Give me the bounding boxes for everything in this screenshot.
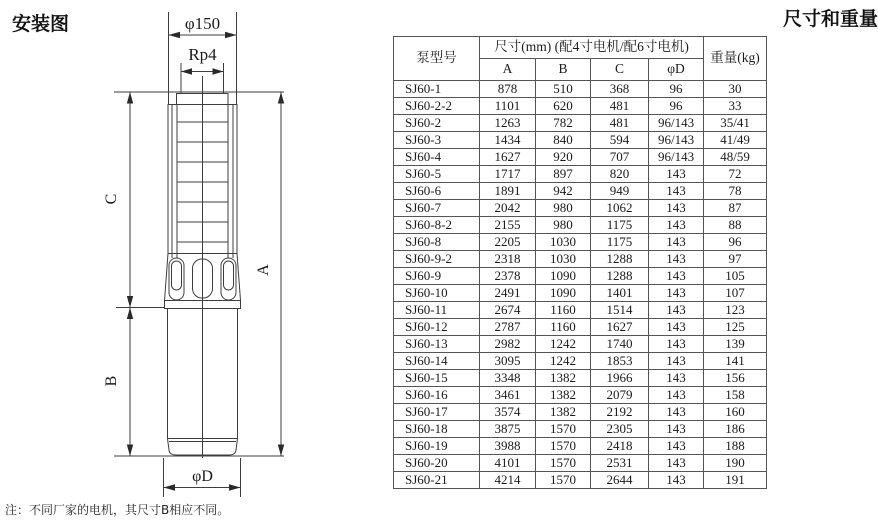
dim-label-a: A — [255, 264, 272, 276]
cell-w: 33 — [704, 98, 767, 115]
col-header-d: φD — [649, 59, 704, 81]
dim-label-phid: φD — [192, 468, 213, 485]
cell-d: 143 — [649, 251, 704, 268]
cell-a: 2491 — [480, 285, 536, 302]
table-row — [394, 421, 767, 438]
table-row — [394, 81, 767, 98]
table-row — [394, 149, 767, 166]
cell-w: 72 — [704, 166, 767, 183]
cell-w: 96 — [704, 234, 767, 251]
cell-model: SJ60-8-2 — [394, 217, 480, 234]
cell-c: 481 — [591, 98, 649, 115]
table-row — [394, 404, 767, 421]
cell-b: 1160 — [536, 302, 591, 319]
cell-model: SJ60-20 — [394, 455, 480, 472]
cell-w: 139 — [704, 336, 767, 353]
cell-d: 143 — [649, 336, 704, 353]
cell-c: 1966 — [591, 370, 649, 387]
cell-a: 2155 — [480, 217, 536, 234]
diagram-note: 注：不同厂家的电机，其尺寸B相应不同。 — [5, 503, 230, 517]
cell-w: 105 — [704, 268, 767, 285]
installation-diagram-panel — [0, 0, 390, 524]
cell-c: 1175 — [591, 217, 649, 234]
cell-a: 2787 — [480, 319, 536, 336]
cell-model: SJ60-10 — [394, 285, 480, 302]
cell-w: 188 — [704, 438, 767, 455]
cell-a: 878 — [480, 81, 536, 98]
cell-c: 594 — [591, 132, 649, 149]
cell-d: 96/143 — [649, 132, 704, 149]
cell-model: SJ60-1 — [394, 81, 480, 98]
table-header — [394, 37, 767, 81]
cell-d: 143 — [649, 183, 704, 200]
cell-d: 143 — [649, 472, 704, 489]
cell-b: 1090 — [536, 268, 591, 285]
cell-a: 1101 — [480, 98, 536, 115]
table-row — [394, 438, 767, 455]
cell-c: 2418 — [591, 438, 649, 455]
cell-c: 2531 — [591, 455, 649, 472]
cell-c: 1288 — [591, 268, 649, 285]
cell-a: 4101 — [480, 455, 536, 472]
cell-c: 1514 — [591, 302, 649, 319]
cell-w: 186 — [704, 421, 767, 438]
cell-model: SJ60-19 — [394, 438, 480, 455]
cell-w: 190 — [704, 455, 767, 472]
cell-model: SJ60-13 — [394, 336, 480, 353]
cell-model: SJ60-9 — [394, 268, 480, 285]
cell-d: 96/143 — [649, 115, 704, 132]
cell-b: 840 — [536, 132, 591, 149]
cell-b: 1242 — [536, 353, 591, 370]
cell-a: 2982 — [480, 336, 536, 353]
table-row — [394, 336, 767, 353]
cell-b: 1030 — [536, 234, 591, 251]
cell-w: 78 — [704, 183, 767, 200]
cell-d: 143 — [649, 200, 704, 217]
cell-d: 143 — [649, 404, 704, 421]
cell-c: 820 — [591, 166, 649, 183]
cell-a: 3574 — [480, 404, 536, 421]
cell-b: 1570 — [536, 455, 591, 472]
col-header-b: B — [536, 59, 591, 81]
dim-label-phi150: φ150 — [184, 14, 221, 33]
table-row — [394, 251, 767, 268]
cell-d: 143 — [649, 166, 704, 183]
cell-w: 158 — [704, 387, 767, 404]
cell-d: 96 — [649, 98, 704, 115]
cell-b: 782 — [536, 115, 591, 132]
cell-a: 3348 — [480, 370, 536, 387]
cell-c: 707 — [591, 149, 649, 166]
cell-c: 1627 — [591, 319, 649, 336]
cell-w: 123 — [704, 302, 767, 319]
table-row — [394, 472, 767, 489]
cell-w: 125 — [704, 319, 767, 336]
table-row — [394, 183, 767, 200]
cell-model: SJ60-12 — [394, 319, 480, 336]
cell-b: 1030 — [536, 251, 591, 268]
cell-d: 143 — [649, 319, 704, 336]
cell-c: 2305 — [591, 421, 649, 438]
cell-w: 97 — [704, 251, 767, 268]
cell-w: 160 — [704, 404, 767, 421]
table-row — [394, 217, 767, 234]
dimensions-table — [393, 36, 767, 489]
cell-model: SJ60-17 — [394, 404, 480, 421]
dimension-b — [103, 308, 133, 457]
table-row — [394, 370, 767, 387]
cell-d: 143 — [649, 302, 704, 319]
cell-b: 980 — [536, 200, 591, 217]
dim-label-rp4: Rp4 — [188, 45, 217, 64]
cell-b: 1570 — [536, 421, 591, 438]
cell-w: 41/49 — [704, 132, 767, 149]
cell-a: 1891 — [480, 183, 536, 200]
cell-d: 96 — [649, 81, 704, 98]
cell-model: SJ60-6 — [394, 183, 480, 200]
cell-a: 2674 — [480, 302, 536, 319]
cell-d: 96/143 — [649, 149, 704, 166]
cell-w: 191 — [704, 472, 767, 489]
cell-d: 143 — [649, 387, 704, 404]
cell-b: 510 — [536, 81, 591, 98]
cell-c: 368 — [591, 81, 649, 98]
cell-a: 4214 — [480, 472, 536, 489]
cell-model: SJ60-2-2 — [394, 98, 480, 115]
cell-model: SJ60-2 — [394, 115, 480, 132]
table-row — [394, 268, 767, 285]
pump-drawing — [165, 76, 241, 458]
cell-a: 1717 — [480, 166, 536, 183]
table-row — [394, 387, 767, 404]
cell-b: 620 — [536, 98, 591, 115]
cell-a: 2205 — [480, 234, 536, 251]
dimension-c — [103, 92, 133, 308]
cell-w: 35/41 — [704, 115, 767, 132]
cell-model: SJ60-21 — [394, 472, 480, 489]
cell-a: 3095 — [480, 353, 536, 370]
cell-d: 143 — [649, 268, 704, 285]
cell-c: 1175 — [591, 234, 649, 251]
cell-a: 3461 — [480, 387, 536, 404]
cell-w: 107 — [704, 285, 767, 302]
cell-b: 897 — [536, 166, 591, 183]
table-row — [394, 98, 767, 115]
cell-d: 143 — [649, 234, 704, 251]
cell-model: SJ60-8 — [394, 234, 480, 251]
cell-b: 1382 — [536, 370, 591, 387]
cell-model: SJ60-9-2 — [394, 251, 480, 268]
table-row — [394, 455, 767, 472]
dimension-phid — [164, 458, 241, 497]
cell-d: 143 — [649, 285, 704, 302]
cell-c: 1401 — [591, 285, 649, 302]
col-header-weight: 重量(kg) — [704, 37, 767, 81]
pump-installation-drawing — [0, 0, 390, 524]
dimension-a — [255, 92, 284, 456]
cell-b: 1570 — [536, 438, 591, 455]
cell-c: 949 — [591, 183, 649, 200]
col-header-c: C — [591, 59, 649, 81]
cell-model: SJ60-14 — [394, 353, 480, 370]
dim-label-c: C — [103, 193, 120, 205]
cell-a: 2378 — [480, 268, 536, 285]
cell-c: 481 — [591, 115, 649, 132]
table-row — [394, 234, 767, 251]
cell-d: 143 — [649, 353, 704, 370]
cell-a: 3988 — [480, 438, 536, 455]
cell-c: 2079 — [591, 387, 649, 404]
col-header-a: A — [480, 59, 536, 81]
cell-d: 143 — [649, 370, 704, 387]
cell-c: 1288 — [591, 251, 649, 268]
cell-a: 2042 — [480, 200, 536, 217]
cell-b: 1382 — [536, 404, 591, 421]
cell-model: SJ60-7 — [394, 200, 480, 217]
table-row — [394, 319, 767, 336]
cell-model: SJ60-4 — [394, 149, 480, 166]
cell-model: SJ60-3 — [394, 132, 480, 149]
table-row — [394, 166, 767, 183]
cell-c: 1740 — [591, 336, 649, 353]
cell-b: 1242 — [536, 336, 591, 353]
cell-d: 143 — [649, 217, 704, 234]
cell-w: 88 — [704, 217, 767, 234]
cell-a: 2318 — [480, 251, 536, 268]
cell-w: 30 — [704, 81, 767, 98]
cell-w: 87 — [704, 200, 767, 217]
cell-c: 2192 — [591, 404, 649, 421]
cell-model: SJ60-15 — [394, 370, 480, 387]
col-header-size-group: 尺寸(mm) (配4寸电机/配6寸电机) — [480, 37, 704, 59]
cell-b: 1090 — [536, 285, 591, 302]
cell-model: SJ60-16 — [394, 387, 480, 404]
table-row — [394, 115, 767, 132]
cell-b: 1570 — [536, 472, 591, 489]
cell-a: 1434 — [480, 132, 536, 149]
table-body — [394, 81, 767, 489]
cell-model: SJ60-18 — [394, 421, 480, 438]
cell-w: 48/59 — [704, 149, 767, 166]
cell-w: 156 — [704, 370, 767, 387]
cell-b: 980 — [536, 217, 591, 234]
cell-a: 3875 — [480, 421, 536, 438]
table-row — [394, 132, 767, 149]
cell-b: 1160 — [536, 319, 591, 336]
cell-b: 942 — [536, 183, 591, 200]
table-row — [394, 353, 767, 370]
diagram-title: 安装图 — [12, 13, 70, 35]
table-title: 尺寸和重量 — [783, 8, 878, 30]
table-row — [394, 285, 767, 302]
cell-d: 143 — [649, 421, 704, 438]
cell-b: 1382 — [536, 387, 591, 404]
cell-d: 143 — [649, 455, 704, 472]
col-header-model: 泵型号 — [394, 37, 480, 81]
dimensions-panel — [390, 0, 878, 524]
table-row — [394, 200, 767, 217]
dim-label-b: B — [103, 375, 120, 387]
cell-c: 1853 — [591, 353, 649, 370]
cell-w: 141 — [704, 353, 767, 370]
cell-b: 920 — [536, 149, 591, 166]
cell-d: 143 — [649, 438, 704, 455]
cell-c: 1062 — [591, 200, 649, 217]
cell-a: 1263 — [480, 115, 536, 132]
cell-model: SJ60-5 — [394, 166, 480, 183]
table-row — [394, 302, 767, 319]
cell-c: 2644 — [591, 472, 649, 489]
cell-a: 1627 — [480, 149, 536, 166]
cell-model: SJ60-11 — [394, 302, 480, 319]
